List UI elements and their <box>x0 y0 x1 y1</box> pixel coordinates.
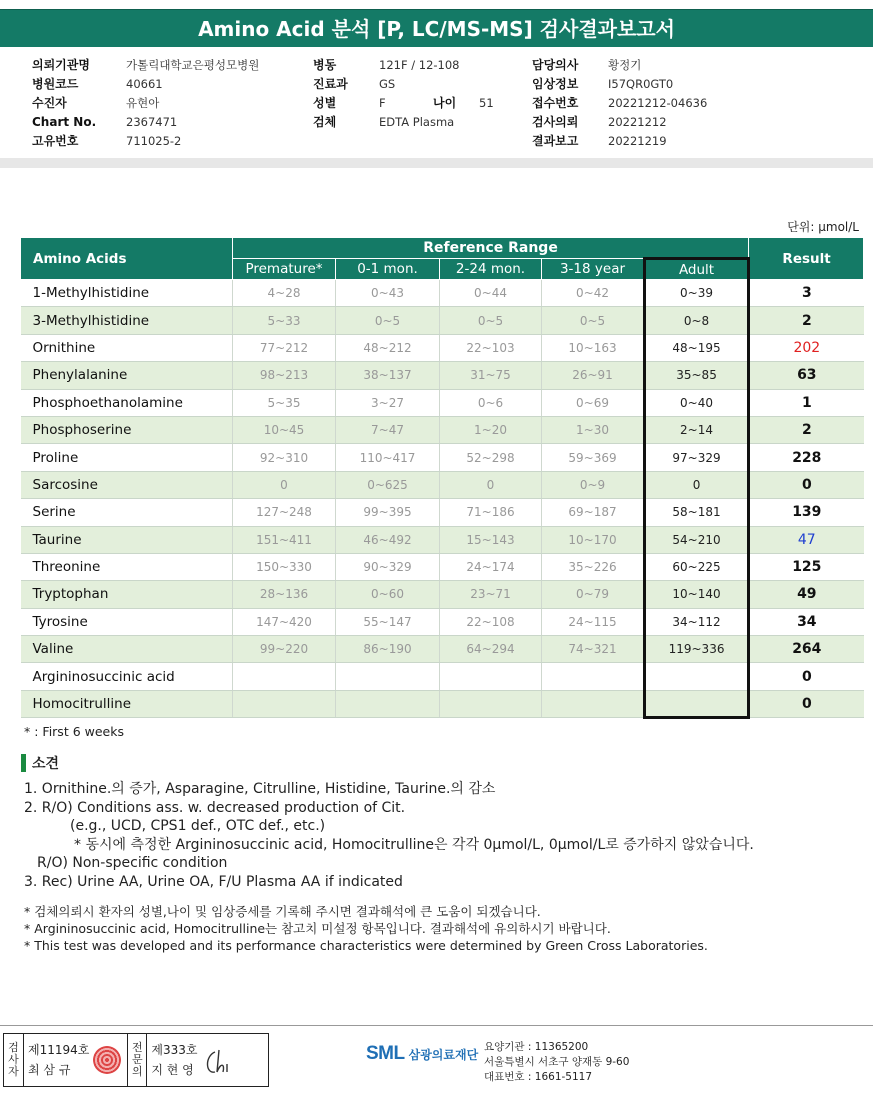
range-premature <box>233 663 336 690</box>
finding-line: (e.g., UCD, CPS1 def., OTC def., etc.) <box>70 818 326 834</box>
range-m224 <box>440 690 542 717</box>
result-value: 0 <box>749 471 864 498</box>
findings-text <box>24 780 754 891</box>
info-label: 결과보고 <box>532 134 579 148</box>
table-row <box>21 362 864 389</box>
range-y318: 24~115 <box>542 608 645 635</box>
inspector-number: 제11194호 <box>28 1043 90 1057</box>
range-premature: 147~420 <box>233 608 336 635</box>
result-value: 125 <box>749 553 864 580</box>
header-result: Result <box>749 238 864 280</box>
amino-acid-name: Sarcosine <box>21 471 233 498</box>
info-value: F <box>379 96 386 110</box>
range-y318: 59~369 <box>542 444 645 471</box>
range-premature: 5~35 <box>233 389 336 416</box>
range-m224: 52~298 <box>440 444 542 471</box>
range-m224: 31~75 <box>440 362 542 389</box>
lab-name: 삼광의료재단 <box>408 1047 479 1062</box>
range-m01: 0~5 <box>336 307 440 334</box>
range-m01: 48~212 <box>336 334 440 361</box>
range-m01: 86~190 <box>336 636 440 663</box>
range-m01: 90~329 <box>336 553 440 580</box>
range-adult: 0 <box>645 471 749 498</box>
range-m01 <box>336 690 440 717</box>
inspector-label: 검 사 자 <box>4 1034 24 1086</box>
header-amino-acids: Amino Acids <box>21 238 233 280</box>
result-value: 264 <box>749 636 864 663</box>
table-row <box>21 690 864 717</box>
info-value: 40661 <box>126 77 163 91</box>
range-m224: 71~186 <box>440 499 542 526</box>
range-y318: 0~79 <box>542 581 645 608</box>
range-adult: 2~14 <box>645 416 749 443</box>
info-label: Chart No. <box>32 115 97 129</box>
info-label: 고유번호 <box>32 134 79 148</box>
range-m224: 22~103 <box>440 334 542 361</box>
lab-contact <box>484 1040 629 1085</box>
range-adult: 0~39 <box>645 280 749 307</box>
amino-acid-name: Threonine <box>21 553 233 580</box>
info-value: 20221212 <box>608 115 667 129</box>
range-premature <box>233 690 336 717</box>
table-row <box>21 444 864 471</box>
range-adult: 10~140 <box>645 581 749 608</box>
range-y318: 0~42 <box>542 280 645 307</box>
range-m224: 22~108 <box>440 608 542 635</box>
info-value: 20221212-04636 <box>608 96 708 110</box>
table-row <box>21 280 864 307</box>
info-value: 황정기 <box>608 58 642 72</box>
result-value: 63 <box>749 362 864 389</box>
range-adult: 58~181 <box>645 499 749 526</box>
amino-acid-name: Valine <box>21 636 233 663</box>
range-adult <box>645 690 749 717</box>
inspector-name: 최 삼 규 <box>28 1063 71 1077</box>
info-value: 2367471 <box>126 115 178 129</box>
info-label: 진료과 <box>313 77 348 91</box>
info-label: 성별 <box>313 96 337 110</box>
lab-address: 서울특별시 서초구 양재동 9-60 <box>484 1056 630 1068</box>
range-y318: 10~163 <box>542 334 645 361</box>
table-footnote: * : First 6 weeks <box>24 724 124 739</box>
specialist-info <box>147 1034 201 1086</box>
range-m224: 0~5 <box>440 307 542 334</box>
result-value: 228 <box>749 444 864 471</box>
range-premature: 92~310 <box>233 444 336 471</box>
info-label: 임상정보 <box>532 77 579 91</box>
info-label: 담당의사 <box>532 58 579 72</box>
range-y318: 10~170 <box>542 526 645 553</box>
amino-acid-name: 3-Methylhistidine <box>21 307 233 334</box>
range-adult <box>645 663 749 690</box>
range-premature: 127~248 <box>233 499 336 526</box>
amino-acid-name: Argininosuccinic acid <box>21 663 233 690</box>
finding-line: 1. Ornithine.의 증가, Asparagine, Citrulline, Histidine, Taurine.의 감소 <box>24 781 496 797</box>
note-line: * 검체의뢰시 환자의 성별,나이 및 임상증세를 기록해 주시면 결과해석에 큰 도움이 되겠습니다. <box>24 904 541 919</box>
table-row <box>21 389 864 416</box>
findings-heading <box>21 753 59 773</box>
range-y318: 0~5 <box>542 307 645 334</box>
unit-label: 단위: μmol/L <box>787 220 859 234</box>
result-value: 0 <box>749 663 864 690</box>
header-adult: Adult <box>645 259 749 280</box>
info-value: EDTA Plasma <box>379 115 455 129</box>
range-m01: 0~625 <box>336 471 440 498</box>
header-3-18-year: 3-18 year <box>542 259 645 280</box>
amino-acid-name: Proline <box>21 444 233 471</box>
table-row <box>21 608 864 635</box>
range-m224: 23~71 <box>440 581 542 608</box>
header-0-1-mon: 0-1 mon. <box>336 259 440 280</box>
range-y318: 74~321 <box>542 636 645 663</box>
table-row <box>21 526 864 553</box>
range-adult: 119~336 <box>645 636 749 663</box>
result-value: 0 <box>749 690 864 717</box>
amino-acid-name: Tryptophan <box>21 581 233 608</box>
result-value: 2 <box>749 307 864 334</box>
range-adult: 60~225 <box>645 553 749 580</box>
range-y318 <box>542 690 645 717</box>
range-premature: 4~28 <box>233 280 336 307</box>
range-premature: 5~33 <box>233 307 336 334</box>
info-label: 접수번호 <box>532 96 579 110</box>
lab-phone: 대표번호 : 1661-5117 <box>484 1071 593 1083</box>
section-divider <box>0 158 873 168</box>
amino-acid-name: Homocitrulline <box>21 690 233 717</box>
range-m224: 24~174 <box>440 553 542 580</box>
info-value: 51 <box>479 96 494 110</box>
info-label: 병동 <box>313 58 337 72</box>
range-m224 <box>440 663 542 690</box>
table-row <box>21 334 864 361</box>
inspector-info <box>24 1034 93 1086</box>
range-m01: 7~47 <box>336 416 440 443</box>
range-m01: 55~147 <box>336 608 440 635</box>
signature-box <box>3 1033 269 1087</box>
specialist-number: 제333호 <box>151 1043 198 1057</box>
info-value: 가톨릭대학교은평성모병원 <box>126 58 260 72</box>
result-value: 139 <box>749 499 864 526</box>
info-label: 검사의뢰 <box>532 115 579 129</box>
range-y318: 26~91 <box>542 362 645 389</box>
table-row <box>21 499 864 526</box>
range-premature: 98~213 <box>233 362 336 389</box>
range-m224: 0 <box>440 471 542 498</box>
patient-info-col2 <box>313 56 494 132</box>
info-value: 유현아 <box>126 96 160 110</box>
finding-line: 2. R/O) Conditions ass. w. decreased production of Cit. <box>24 799 406 816</box>
table-row <box>21 307 864 334</box>
patient-info-col1 <box>32 56 259 151</box>
info-label: 의뢰기관명 <box>32 58 90 72</box>
range-premature: 77~212 <box>233 334 336 361</box>
range-m01: 99~395 <box>336 499 440 526</box>
range-y318: 0~69 <box>542 389 645 416</box>
notes <box>24 903 708 954</box>
info-value: 121F / 12-108 <box>379 58 460 72</box>
info-label: 나이 <box>433 96 457 110</box>
info-label: 병원코드 <box>32 77 79 91</box>
amino-acid-name: 1-Methylhistidine <box>21 280 233 307</box>
range-adult: 97~329 <box>645 444 749 471</box>
range-m01 <box>336 663 440 690</box>
table-row <box>21 663 864 690</box>
patient-info-col3 <box>532 56 707 151</box>
range-premature: 0 <box>233 471 336 498</box>
range-m224: 0~44 <box>440 280 542 307</box>
lab-logo <box>366 1043 478 1065</box>
amino-acid-table <box>20 237 864 719</box>
report-title: Amino Acid 분석 [P, LC/MS-MS] 검사결과보고서 <box>0 9 873 47</box>
info-label: 수진자 <box>32 96 67 110</box>
range-y318: 1~30 <box>542 416 645 443</box>
specialist-name: 지 현 영 <box>151 1063 194 1077</box>
amino-acid-name: Tyrosine <box>21 608 233 635</box>
range-y318: 35~226 <box>542 553 645 580</box>
range-adult: 48~195 <box>645 334 749 361</box>
range-m01: 110~417 <box>336 444 440 471</box>
result-value: 202 <box>749 334 864 361</box>
table-row <box>21 636 864 663</box>
result-value: 34 <box>749 608 864 635</box>
signature-scribble <box>201 1042 237 1082</box>
lab-logo-mark: SML <box>366 1043 405 1064</box>
range-adult: 35~85 <box>645 362 749 389</box>
finding-line: 3. Rec) Urine AA, Urine OA, F/U Plasma AA if indicated <box>24 873 403 890</box>
info-value: GS <box>379 77 396 91</box>
heading-marker <box>21 754 26 772</box>
finding-line: R/O) Non-specific condition <box>37 855 228 871</box>
range-premature: 99~220 <box>233 636 336 663</box>
info-value: 711025-2 <box>126 134 182 148</box>
result-value: 3 <box>749 280 864 307</box>
range-premature: 150~330 <box>233 553 336 580</box>
inspector-seal <box>93 1046 121 1074</box>
table-row <box>21 581 864 608</box>
range-m01: 38~137 <box>336 362 440 389</box>
range-adult: 0~40 <box>645 389 749 416</box>
range-adult: 54~210 <box>645 526 749 553</box>
range-adult: 0~8 <box>645 307 749 334</box>
amino-acid-name: Taurine <box>21 526 233 553</box>
result-value: 1 <box>749 389 864 416</box>
amino-acid-name: Phosphoethanolamine <box>21 389 233 416</box>
amino-acid-name: Phosphoserine <box>21 416 233 443</box>
table-row <box>21 471 864 498</box>
range-premature: 28~136 <box>233 581 336 608</box>
range-y318: 69~187 <box>542 499 645 526</box>
header-premature: Premature* <box>233 259 336 280</box>
amino-acid-name: Ornithine <box>21 334 233 361</box>
range-y318: 0~9 <box>542 471 645 498</box>
range-m01: 3~27 <box>336 389 440 416</box>
info-value: I57QR0GT0 <box>608 77 674 91</box>
range-adult: 34~112 <box>645 608 749 635</box>
result-value: 47 <box>749 526 864 553</box>
range-m01: 46~492 <box>336 526 440 553</box>
range-m01: 0~43 <box>336 280 440 307</box>
note-line: * Argininosuccinic acid, Homocitrulline는 참고치 미설정 항목입니다. 결과해석에 유의하시기 바랍니다. <box>24 921 611 936</box>
amino-acid-name: Phenylalanine <box>21 362 233 389</box>
range-m224: 15~143 <box>440 526 542 553</box>
table-row <box>21 416 864 443</box>
findings-title: 소견 <box>32 756 60 772</box>
range-m01: 0~60 <box>336 581 440 608</box>
note-line: * This test was developed and its performance characteristics were determined by Green Cross Laboratories. <box>24 938 708 953</box>
range-premature: 10~45 <box>233 416 336 443</box>
info-value: 20221219 <box>608 134 667 148</box>
range-m224: 1~20 <box>440 416 542 443</box>
result-value: 49 <box>749 581 864 608</box>
range-m224: 0~6 <box>440 389 542 416</box>
table-row <box>21 553 864 580</box>
header-reference-range: Reference Range <box>233 238 749 259</box>
info-label: 검체 <box>313 115 337 129</box>
range-m224: 64~294 <box>440 636 542 663</box>
result-value: 2 <box>749 416 864 443</box>
finding-line: * 동시에 측정한 Argininosuccinic acid, Homocitrulline은 각각 0μmol/L, 0μmol/L로 증가하지 않았습니다. <box>74 836 754 853</box>
header-2-24-mon: 2-24 mon. <box>440 259 542 280</box>
range-y318 <box>542 663 645 690</box>
range-premature: 151~411 <box>233 526 336 553</box>
specialist-label: 전 문 의 <box>127 1034 147 1086</box>
amino-acid-name: Serine <box>21 499 233 526</box>
footer-divider <box>0 1025 873 1026</box>
lab-code: 요양기관 : 11365200 <box>484 1041 589 1053</box>
